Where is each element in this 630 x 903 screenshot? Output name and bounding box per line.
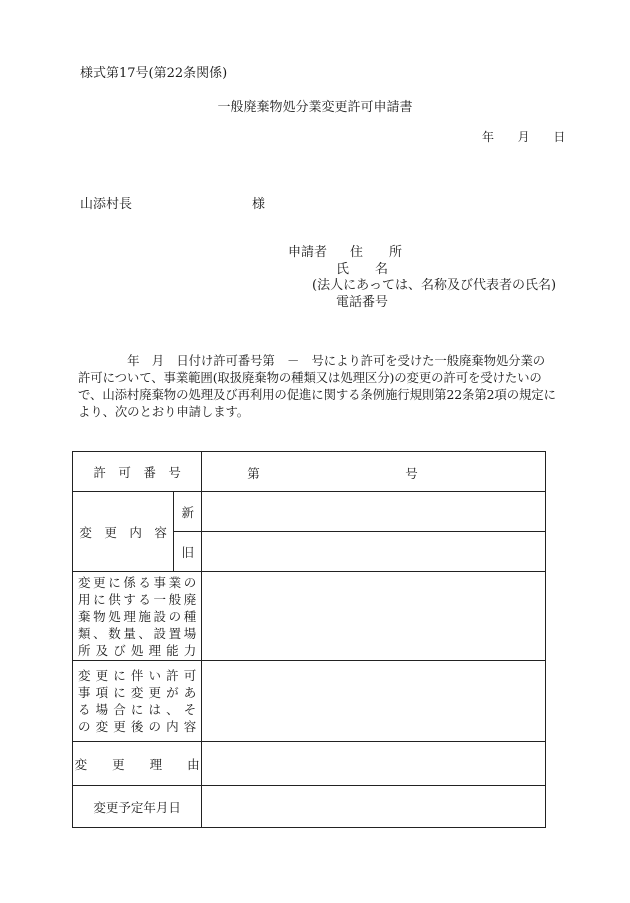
old-label: 旧 [174, 532, 202, 572]
addressee-honorific: 様 [252, 197, 266, 212]
date-month: 月 [517, 130, 530, 144]
table-row [73, 661, 546, 742]
change-new-field[interactable] [202, 492, 546, 532]
new-label: 新 [174, 492, 202, 532]
permit-go: 号 [405, 465, 418, 481]
change-content-label: 変 更 内 容 [73, 492, 174, 572]
permit-number-field[interactable] [202, 452, 546, 492]
date-day: 日 [553, 130, 566, 144]
form-number: 様式第17号(第22条関係) [80, 66, 228, 81]
table-row [73, 786, 546, 828]
date-year: 年 [482, 130, 495, 144]
scheduled-date-field[interactable] [202, 786, 546, 828]
table-row [73, 572, 546, 661]
facility-field[interactable] [202, 572, 546, 661]
permit-number-label: 許 可 番 号 [73, 452, 202, 492]
table-row [73, 742, 546, 786]
applicant-label: 申請者 [288, 245, 328, 260]
addressee-name: 山添村長 [80, 197, 133, 212]
applicant-phone-label: 電話番号 [336, 295, 389, 310]
application-details-table [72, 451, 546, 828]
applicant-name-label: 氏 名 [336, 262, 389, 277]
permit-dai: 第 [247, 465, 260, 481]
document-title: 一般廃棄物処分業変更許可申請書 [217, 100, 413, 115]
applicant-address-label: 住 所 [350, 245, 403, 260]
reason-label: 変 更 理 由 [73, 742, 202, 786]
change-old-field[interactable] [202, 532, 546, 572]
corporate-note: (法人にあっては、名称及び代表者の氏名) [312, 278, 557, 293]
reason-field[interactable] [202, 742, 546, 786]
table-row [73, 452, 546, 492]
application-date [482, 128, 565, 145]
permit-change-field[interactable] [202, 661, 546, 742]
facility-label: 変更に係る事業の 用に供する一般廃 棄物処理施設の種 類、数量、設置場 所及び処理能力 [73, 572, 202, 661]
scheduled-date-label: 変更予定年月日 [73, 786, 202, 828]
application-statement: 年 月 日付け許可番号第 － 号により許可を受けた一般廃棄物処分業の許可について、事業範囲(取扱廃棄物の種類又は処理区分)の変更の許可を受けたいので、山添村廃棄物の処理及び再利用の促進に関する条例施行規則第22条第2項の規定により、次のとおり申請します。 [78, 353, 556, 419]
table-row [73, 492, 546, 532]
permit-change-label: 変更に伴い許可 事項に変更があ る場合には、そ の変更後の内容 [73, 661, 202, 742]
